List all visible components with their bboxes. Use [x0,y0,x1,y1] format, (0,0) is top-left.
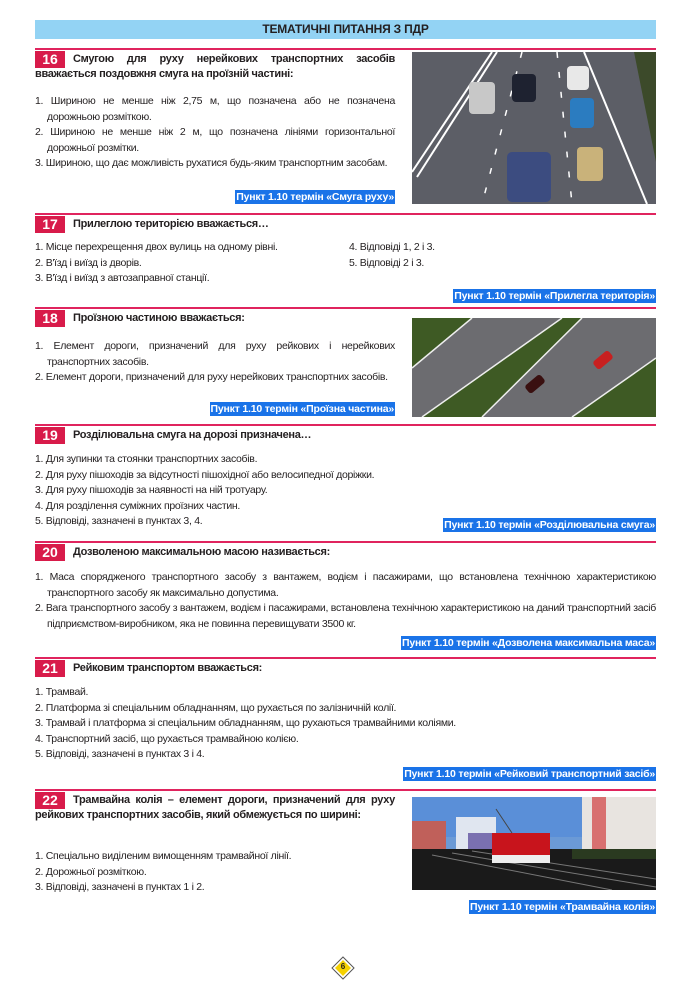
answer: 4. Відповіді 1, 2 і 3. [349,241,435,253]
question-17 [35,213,656,305]
page-number: 6 [340,962,346,971]
answer-list [35,570,656,632]
question-text: Прилеглою територією вважається… [73,218,269,230]
carriageway-image [412,318,656,417]
page-title: ТЕМАТИЧНІ ПИТАННЯ З ПДР [35,20,656,39]
divider [35,789,656,791]
road-illustration [412,318,656,417]
answer: 1. Для зупинки та стоянки транспортних засобів. [35,453,258,465]
question-21 [35,657,656,785]
answer: 2. Елемент дороги, призначений для руху нерейкових транспортних засобів. [35,371,388,384]
tram-image [412,797,656,890]
answer-list [35,339,395,386]
answer: 3. Для руху пішоходів за наявності на ній тротуару. [35,484,268,497]
question-text: Рейковим транспортом вважається: [73,662,263,674]
reference-link[interactable]: Пункт 1.10 термін «Прилегла територія» [454,290,655,302]
reference-link[interactable]: Пункт 1.10 термін «Смуга руху» [236,191,394,203]
question-text: Розділювальна смуга на дорозі призначена… [73,429,312,441]
answer: 5. Відповіді, зазначені в пунктах 3 і 4. [35,748,205,761]
answer: 3. Шириною, що дає можливість рухатися будь-яким транспортним засобам. [35,157,388,170]
answer: 1. Спеціально виділеним вимощенням трамвайної лінії. [35,850,292,862]
page-number-badge [331,956,355,980]
divider [35,657,656,659]
answer-list [35,849,395,896]
answer: 3. Трамвай і платформа зі спеціальним обладнанням, що рухаються трамвайними коліями. [35,717,456,730]
question-number: 20 [35,544,65,561]
divider [35,48,656,50]
answer: 1. Трамвай. [35,686,89,698]
question-text: Дозволеною максимальною масою називається: [73,546,330,558]
reference-link[interactable]: Пункт 1.10 термін «Трамвайна колія» [469,901,655,913]
question-text: Смугою для руху нерейкових транспортних засобів вважається поздовжня смуга на проїзній частині: [35,53,395,80]
answer: 1. Елемент дороги, призначений для руху рейкових і нерейкових транспортних засобів. [35,340,395,368]
reference-link[interactable]: Пункт 1.10 термін «Розділювальна смуга» [444,519,655,531]
question-number: 21 [35,660,65,677]
answer: 2. Для руху пішоходів за відсутності пішохідної або велосипедної доріжки. [35,468,375,481]
reference-link[interactable]: Пункт 1.10 термін «Проїзна частина» [210,403,394,415]
question-number: 19 [35,427,65,444]
answer: 1. Місце перехрещення двох вулиць на одному рівні. [35,241,278,253]
question-text: Трамвайна колія – елемент дороги, призначений для руху рейкових транспортних засобів, який обмежується по ширині: [35,794,395,821]
answer: 3. Відповіді, зазначені в пунктах 1 і 2. [35,881,205,894]
answer: 3. В'їзд і виїзд з автозаправної станції. [35,272,210,285]
answer-list [35,452,495,530]
question-number: 18 [35,310,65,327]
answer: 5. Відповіді 2 і 3. [349,256,425,269]
divider [35,307,656,309]
answer: 4. Транспортний засіб, що рухається трамвайною колією. [35,732,299,745]
answer-list [35,94,395,172]
tram-illustration [412,797,656,890]
answer: 2. Платформа зі спеціальним обладнанням, що рухається по залізничній колії. [35,701,397,714]
answer: 5. Відповіді, зазначені в пунктах 3, 4. [35,515,203,528]
question-number: 16 [35,51,65,68]
answer: 2. В'їзд і виїзд із дворів. [35,256,142,269]
question-16 [35,48,656,208]
divider [35,541,656,543]
reference-link[interactable]: Пункт 1.10 термін «Рейковий транспортний засіб» [404,768,655,780]
answer: 2. Дорожньої розміткою. [35,865,147,878]
divider [35,213,656,215]
question-22 [35,789,656,919]
question-text: Проїзною частиною вважається: [73,312,245,324]
reference-link[interactable]: Пункт 1.10 термін «Дозволена максимальна маса» [402,637,655,649]
question-number: 17 [35,216,65,233]
question-18 [35,307,656,422]
question-20 [35,541,656,653]
answer: 1. Маса спорядженого транспортного засобу з вантажем, водієм і пасажирами, що встановлена технічною характеристикою транспортного засобу як максимально допустима. [35,571,656,599]
answer: 2. Шириною не менше ніж 2 м, що позначена лініями горизонтальної дорожньої розмітки. [35,126,395,154]
highway-image [412,52,656,204]
question-19 [35,424,656,536]
answer-list [35,240,355,287]
divider [35,424,656,426]
road-illustration [412,52,656,204]
question-number: 22 [35,792,65,809]
answer: 4. Для розділення суміжних проїзних частин. [35,499,241,512]
answer-list [349,240,549,271]
answer: 1. Шириною не менше ніж 2,75 м, що позначена або не позначена дорожньою розміткою. [35,95,395,123]
answer: 2. Вага транспортного засобу з вантажем, водієм і пасажирами, встановлена технічною характеристикою на даний транспортний засіб підприємством-виробником, яка не повинна перевищувати 3500 кг. [35,602,656,630]
answer-list [35,685,595,763]
